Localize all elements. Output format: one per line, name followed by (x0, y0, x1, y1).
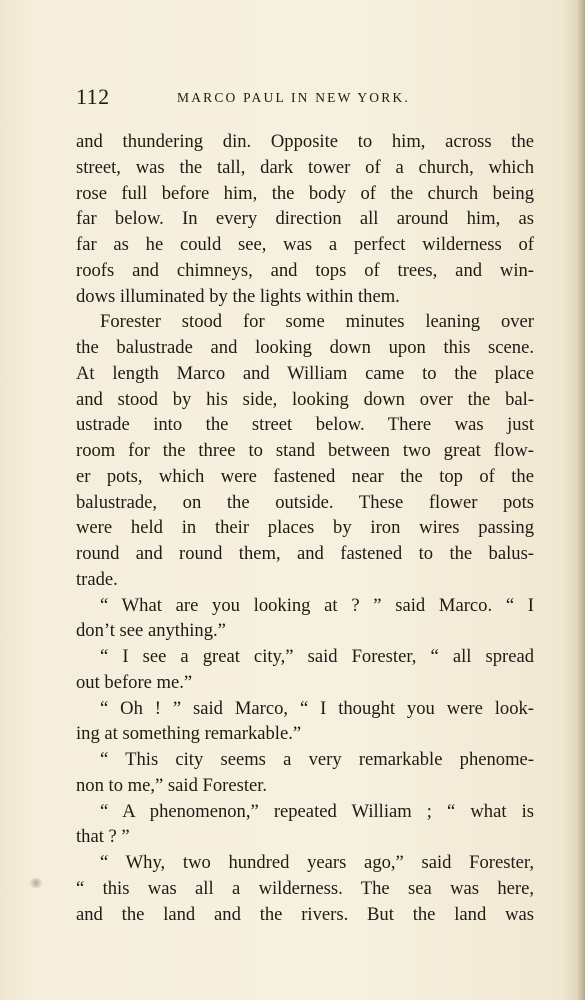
text-line: rose full before him, the body of the church being (76, 182, 534, 204)
text-line: “ Oh ! ” said Marco, “ I thought you were look- (100, 697, 534, 719)
text-line: dows illuminated by the lights within them. (76, 285, 400, 307)
text-line: far as he could see, was a perfect wilderness of (76, 234, 534, 255)
text-line: balustrade, on the outside. These flower pots (76, 491, 534, 513)
page-edge-shadow (577, 0, 585, 1000)
text-line: far below. In every direction all around him, as (76, 208, 534, 230)
text-line: “ Why, two hundred years ago,” said Forester, (100, 852, 534, 873)
text-line: the balustrade and looking down upon this scene. (76, 337, 534, 358)
page-number: 112 (76, 84, 110, 109)
text-line: trade. (76, 568, 118, 590)
text-line: out before me.” (76, 671, 193, 693)
text-line: At length Marco and William came to the place (76, 362, 534, 384)
running-head: MARCO PAUL IN NEW YORK. (177, 90, 410, 105)
text-line: “ A phenomenon,” repeated William ; “ what is (100, 800, 534, 822)
text-line: “ What are you looking at ? ” said Marco. “ I (100, 594, 534, 616)
text-line: don’t see anything.” (76, 620, 226, 642)
ink-smudge (28, 878, 44, 888)
text-line: Forester stood for some minutes leaning over (100, 311, 534, 333)
text-line: “ This city seems a very remarkable phenome- (100, 749, 534, 770)
text-line: “ this was all a wilderness. The sea was here, (76, 877, 534, 899)
text-line: and stood by his side, looking down over the bal- (76, 388, 534, 410)
text-line: that ? ” (76, 826, 130, 848)
text-line: room for the three to stand between two great flow- (76, 440, 534, 461)
text-line: “ I see a great city,” said Forester, “ all spread (100, 646, 534, 667)
text-line: and the land and the rivers. But the land was (76, 903, 534, 925)
text-line: and thundering din. Opposite to him, across the (76, 131, 534, 152)
text-line: non to me,” said Forester. (76, 774, 268, 796)
text-line: street, was the tall, dark tower of a church, which (76, 156, 534, 178)
text-line: ustrade into the street below. There was just (76, 414, 534, 436)
page-header (76, 84, 534, 114)
text-line: round and round them, and fastened to the balus- (76, 543, 534, 564)
text-line: er pots, which were fastened near the top of the (76, 465, 534, 487)
body-text (76, 129, 534, 927)
text-line: ing at something remarkable.” (76, 723, 302, 745)
text-line: roofs and chimneys, and tops of trees, and win- (76, 259, 534, 281)
text-line: were held in their places by iron wires passing (76, 517, 534, 539)
